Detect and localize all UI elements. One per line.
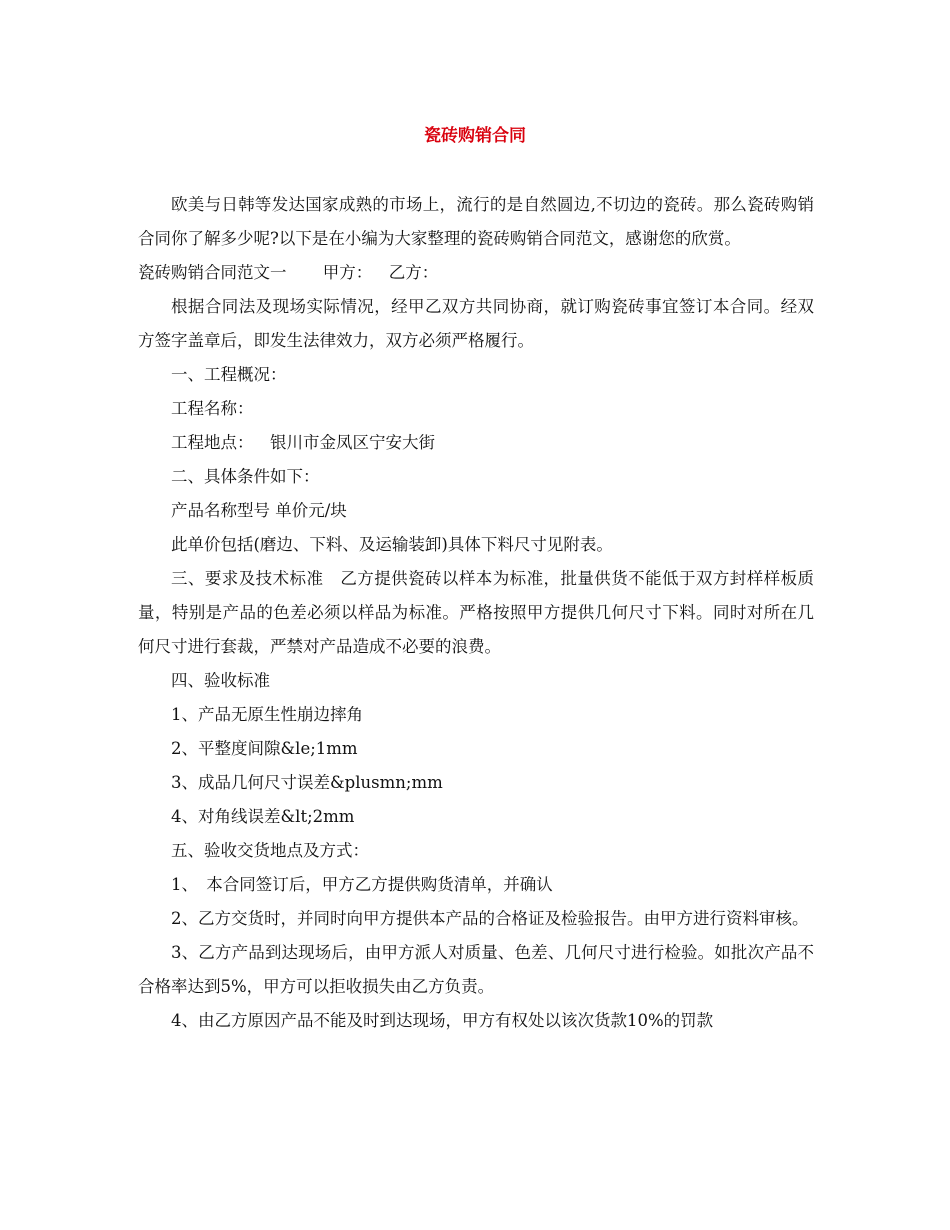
delivery-item-2: 2、乙方交货时，并同时向甲方提供本产品的合格证及检验报告。由甲方进行资料审核。	[171, 909, 809, 928]
project-name-line: 工程名称：	[171, 399, 254, 418]
project-location-value: 银川市金凤区宁安大街	[270, 433, 435, 452]
section-2-heading: 二、具体条件如下：	[171, 467, 320, 486]
preamble-paragraph: 根据合同法及现场实际情况，经甲乙双方共同协商，就订购瓷砖事宜签订本合同。经双方签字盖章后，即发生法律效力，双方必须严格履行。	[138, 297, 814, 350]
product-line: 产品名称型号 单价元/块	[171, 501, 347, 520]
price-note: 此单价包括(磨边、下料、及运输装卸)具体下料尺寸见附表。	[171, 535, 613, 554]
party-a-label: 甲方：	[322, 263, 373, 282]
project-location-line	[138, 426, 814, 460]
standard-item-3: 3、成品几何尺寸误差&plusmn;mm	[171, 773, 443, 792]
standard-item-2: 2、平整度间隙&le;1mm	[171, 739, 358, 758]
project-location-label: 工程地点：	[171, 433, 254, 452]
section-1-heading: 一、工程概况：	[171, 365, 287, 384]
section-3-paragraph: 三、要求及技术标准 乙方提供瓷砖以样本为标准，批量供货不能低于双方封样样板质量，特别是产品的色差必须以样品为标准。严格按照甲方提供几何尺寸下料。同时对所在几何尺寸进行套裁，严禁对产品造成不必要的浪费。	[138, 569, 814, 656]
standard-item-4: 4、对角线误差&lt;2mm	[171, 807, 355, 826]
party-b-label: 乙方：	[388, 263, 439, 282]
section-4-heading: 四、验收标准	[171, 671, 270, 690]
delivery-item-3: 3、乙方产品到达现场后，由甲方派人对质量、色差、几何尺寸进行检验。如批次产品不合格率达到5%，甲方可以拒收损失由乙方负责。	[138, 943, 814, 996]
intro-paragraph: 欧美与日韩等发达国家成熟的市场上，流行的是自然圆边,不切边的瓷砖。那么瓷砖购销合同你了解多少呢?以下是在小编为大家整理的瓷砖购销合同范文，感谢您的欣赏。	[138, 195, 814, 248]
sample-heading-line	[138, 256, 814, 290]
sample-heading: 瓷砖购销合同范文一	[138, 263, 287, 282]
section-5-heading: 五、验收交货地点及方式：	[171, 841, 369, 860]
delivery-item-4: 4、由乙方原因产品不能及时到达现场，甲方有权处以该次货款10%的罚款	[171, 1011, 714, 1030]
delivery-item-1: 1、 本合同签订后，甲方乙方提供购货清单，并确认	[171, 875, 553, 894]
standard-item-1: 1、产品无原生性崩边摔角	[171, 705, 363, 724]
document-body	[138, 188, 814, 1038]
document-title: 瓷砖购销合同	[424, 126, 526, 146]
